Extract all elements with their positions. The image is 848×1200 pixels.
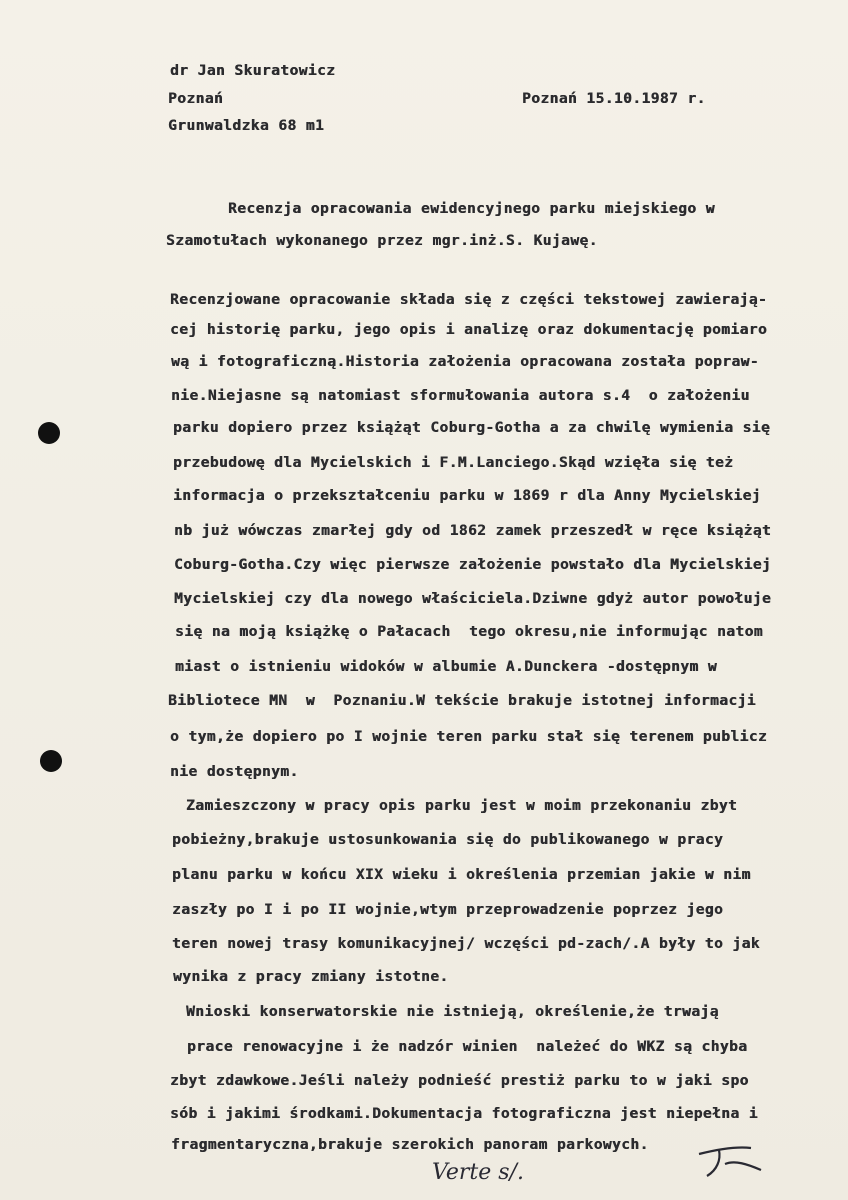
body-line: cej historię parku, jego opis i analizę oraz dokumentację pomiaro — [170, 321, 768, 338]
body-line: wą i fotograficzną.Historia założenia opracowana została popraw- — [171, 353, 759, 370]
body-line: informacja o przekształceniu parku w 1869 r dla Anny Mycielskiej — [173, 487, 761, 504]
sender-street: Grunwaldzka 68 m1 — [168, 117, 325, 134]
body-line: prace renowacyjne i że nadzór winien należeć do WKZ są chyba — [187, 1038, 748, 1055]
handwritten-verte: Verte s/. — [432, 1160, 524, 1185]
signature-mark — [695, 1140, 765, 1180]
body-line: planu parku w końcu XIX wieku i określenia przemian jakie w nim — [172, 866, 751, 883]
body-line: parku dopiero przez książąt Coburg-Gotha a za chwilę wymienia się — [173, 419, 771, 436]
body-line: się na moją książkę o Pałacach tego okresu,nie informując natom — [175, 623, 763, 640]
body-line: fragmentaryczna,brakuje szerokich panoram parkowych. — [171, 1136, 649, 1153]
body-line: zaszły po I i po II wojnie,wtym przeprowadzenie poprzez jego — [172, 901, 724, 918]
body-line: wynika z pracy zmiany istotne. — [173, 968, 449, 985]
body-line: Coburg-Gotha.Czy więc pierwsze założenie powstało dla Mycielskiej — [174, 556, 772, 573]
body-line: nie.Niejasne są natomiast sformułowania autora s.4 o założeniu — [171, 387, 750, 404]
body-line: sób i jakimi środkami.Dokumentacja fotograficzna jest niepełna i — [170, 1105, 758, 1122]
punch-hole — [38, 422, 60, 444]
body-line: nie dostępnym. — [170, 763, 299, 780]
body-line: zbyt zdawkowe.Jeśli należy podnieść prestiż parku to w jaki spo — [170, 1072, 749, 1089]
subject-line: Szamotułach wykonanego przez mgr.inż.S. Kujawę. — [166, 232, 598, 249]
body-line: miast o istnieniu widoków w albumie A.Dunckera -dostępnym w — [175, 658, 717, 675]
sender-city: Poznań — [168, 90, 224, 107]
subject-line: Recenzja opracowania ewidencyjnego parku miejskiego w — [228, 200, 715, 217]
body-line: nb już wówczas zmarłej gdy od 1862 zamek przeszedł w ręce książąt — [174, 522, 772, 539]
body-line: Recenzjowane opracowanie składa się z części tekstowej zawierają- — [170, 291, 768, 308]
body-line: Zamieszczony w pracy opis parku jest w moim przekonaniu zbyt — [186, 797, 738, 814]
sender-name: dr Jan Skuratowicz — [170, 62, 336, 79]
body-line: o tym,że dopiero po I wojnie teren parku stał się terenem publicz — [170, 728, 768, 745]
date-line: Poznań 15.10.1987 r. — [522, 90, 706, 107]
body-line: przebudowę dla Mycielskich i F.M.Lanciego.Skąd wzięła się też — [173, 454, 734, 471]
body-line: Mycielskiej czy dla nowego właściciela.Dziwne gdyż autor powołuje — [174, 590, 772, 607]
punch-hole — [40, 750, 62, 772]
body-line: Bibliotece MN w Poznaniu.W tekście brakuje istotnej informacji — [168, 692, 756, 709]
body-line: Wnioski konserwatorskie nie istnieją, określenie,że trwają — [186, 1003, 719, 1020]
body-line: teren nowej trasy komunikacyjnej/ wczęści pd-zach/.A były to jak — [172, 935, 760, 952]
body-line: pobieżny,brakuje ustosunkowania się do publikowanego w pracy — [172, 831, 724, 848]
